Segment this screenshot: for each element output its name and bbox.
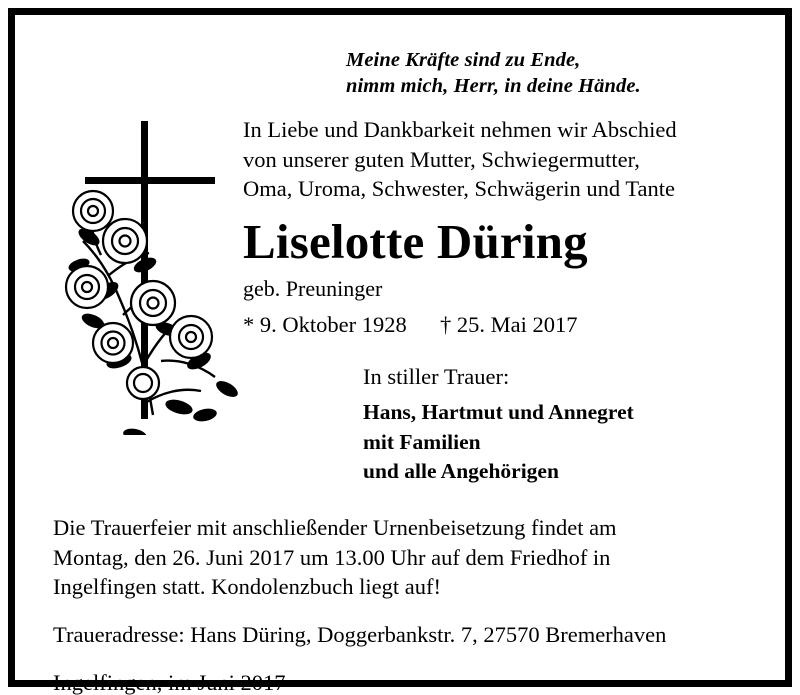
maiden-name: geb. Preuninger [243, 276, 383, 302]
intro-line-2: von unserer guten Mutter, Schwiegermutter, [243, 146, 640, 172]
intro-line-3: Oma, Uroma, Schwester, Schwägerin und Tante [243, 175, 675, 201]
birth-date: * 9. Oktober 1928 [243, 312, 407, 338]
verse-block [41, 47, 759, 99]
obituary-content [15, 15, 785, 695]
mourning-address: Traueradresse: Hans Düring, Doggerbankstr. 7, 27570 Bremerhaven [53, 622, 667, 648]
verse-line-1: Meine Kräfte sind zu Ende, [346, 49, 581, 71]
body-row [41, 115, 759, 338]
ceremony-line-1: Die Trauerfeier mit anschließender Urnenbeisetzung findet am [53, 515, 617, 541]
death-date: † 25. Mai 2017 [439, 312, 578, 338]
verse-line-2: nimm mich, Herr, in deine Hände. [346, 75, 641, 98]
cross-with-roses-icon [49, 115, 254, 435]
place-and-date: Ingelfingen, im Juni 2017 [53, 669, 286, 695]
mourner-line-2: mit Familien [363, 429, 481, 454]
obituary-frame [8, 8, 792, 695]
mourner-line-1: Hans, Hartmut und Annegret [363, 400, 634, 425]
lower-block [41, 513, 759, 695]
ceremony-paragraph [53, 513, 753, 602]
ceremony-line-3: Ingelfingen statt. Kondolenzbuch liegt auf! [53, 574, 442, 600]
intro-line-1: In Liebe und Dankbarkeit nehmen wir Abschied [243, 117, 677, 143]
life-dates [243, 312, 759, 338]
mourner-line-3: und alle Angehörigen [363, 459, 559, 484]
mourners-list [363, 398, 759, 487]
ceremony-line-2: Montag, den 26. Juni 2017 um 13.00 Uhr auf dem Friedhof in [53, 544, 611, 570]
deceased-name: Liselotte Düring [243, 214, 588, 270]
mourners-lead: In stiller Trauer: [363, 364, 510, 390]
